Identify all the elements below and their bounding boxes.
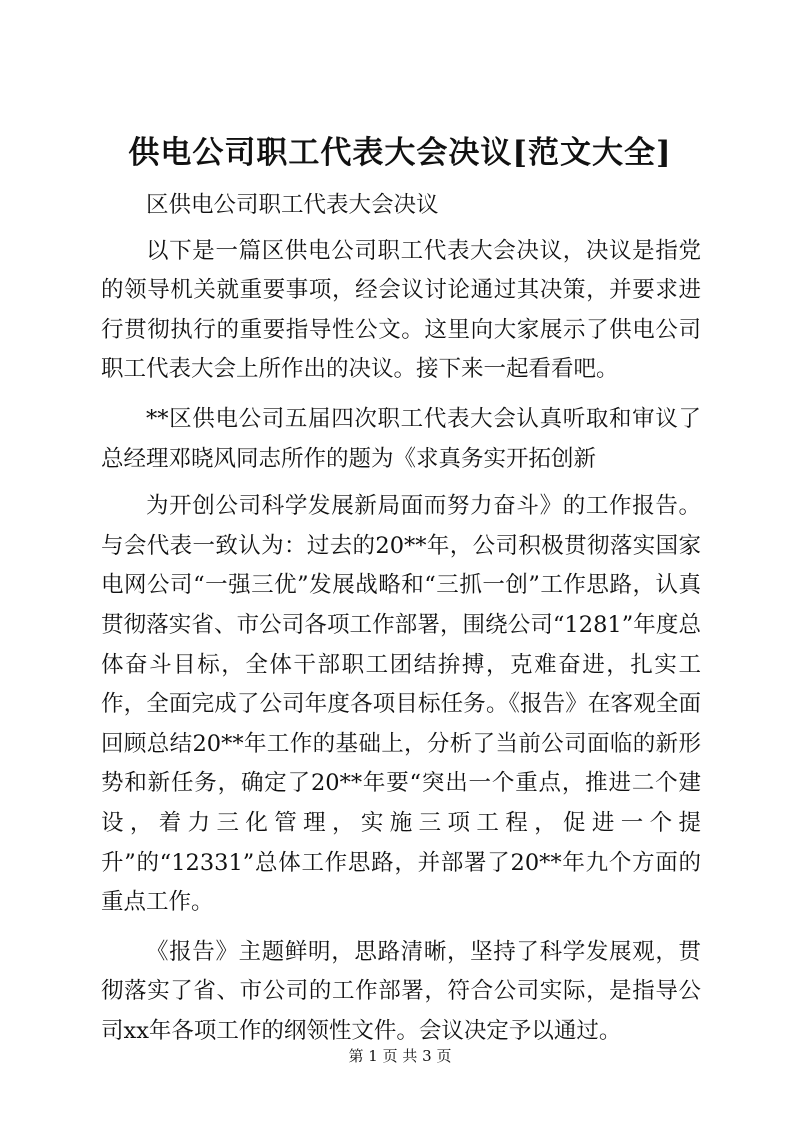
document-body (101, 186, 701, 1061)
meeting-paragraph: **区供电公司五届四次职工代表大会认真听取和审议了总经理邓晓风同志所作的题为《求真务实开拓创新 (101, 405, 701, 472)
page-number-footer: 第 1 页 共 3 页 (348, 1047, 452, 1065)
subtitle-paragraph: 区供电公司职工代表大会决议 (146, 192, 439, 218)
report-paragraph: 为开创公司科学发展新局面而努力奋斗》的工作报告。与会代表一致认为：过去的20**年，公司积极贯彻落实国家电网公司“一强三优”发展战略和“三抓一创”工作思路，认真贯彻落实省、市公司各项工作部署，围绕公司“1281”年度总体奋斗目标，全体干部职工团结拚搏，克难奋进，扎实工作，全面完成了公司年度各项目标任务。《报告》在客观全面回顾总结20**年工作的基础上，分析了当前公司面临的新形势和新任务，确定了20**年要“突出一个重点，推进二个建设，着力三化管理，实施三项工程，促进一个提升”的“12331”总体工作思路，并部署了20**年九个方面的重点工作。 (101, 493, 701, 916)
intro-paragraph: 以下是一篇区供电公司职工代表大会决议，决议是指党的领导机关就重要事项，经会议讨论通过其决策，并要求进行贯彻执行的重要指导性公文。这里向大家展示了供电公司职工代表大会上所作出的决议。接下来一起看看吧。 (101, 237, 701, 383)
conclusion-paragraph: 《报告》主题鲜明，思路清晰，坚持了科学发展观，贯彻落实了省、市公司的工作部署，符合公司实际，是指导公司xx年各项工作的纲领性文件。会议决定予以通过。 (101, 938, 701, 1044)
document-title: 供电公司职工代表大会决议[范文大全] (128, 135, 672, 171)
